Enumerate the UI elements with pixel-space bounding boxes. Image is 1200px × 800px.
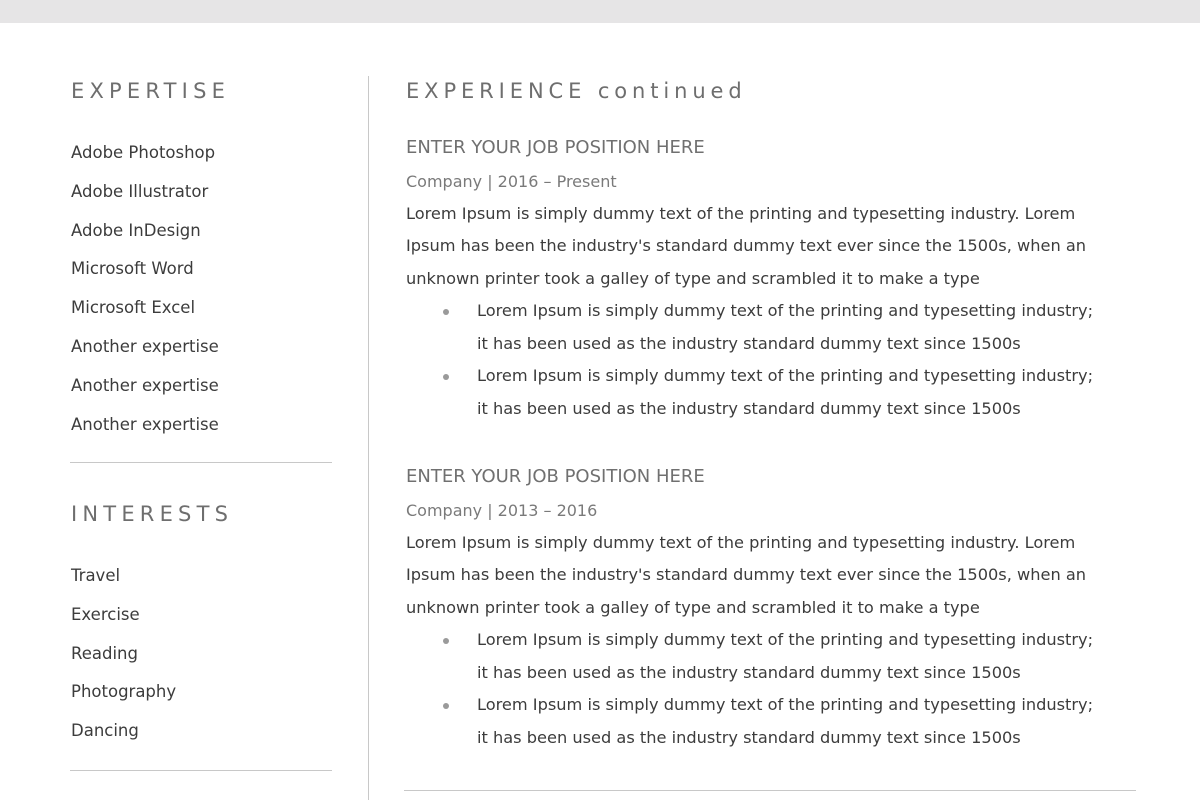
- description-line: Lorem Ipsum is simply dummy text of the printing and typesetting industry. Lorem: [406, 533, 1076, 552]
- description-line: unknown printer took a galley of type and scrambled it to make a type: [406, 597, 980, 617]
- job-company: Company | 2016 – Present: [406, 172, 617, 191]
- experience-section: [406, 78, 1141, 104]
- bullet-line: it has been used as the industry standard dummy text since 1500s: [477, 333, 1021, 353]
- interests-divider: [70, 770, 332, 771]
- expertise-heading: EXPERTISE: [71, 79, 231, 103]
- bullet-line: it has been used as the industry standard dummy text since 1500s: [477, 662, 1021, 682]
- bullet-dot-icon: [443, 638, 449, 644]
- expertise-section: [71, 78, 333, 444]
- page-top-band: [0, 0, 1200, 23]
- bullet-line: Lorem Ipsum is simply dummy text of the printing and typesetting industry;: [477, 366, 1094, 386]
- description-line: Lorem Ipsum is simply dummy text of the printing and typesetting industry. Lorem: [406, 204, 1076, 223]
- bullet-line: it has been used as the industry standard dummy text since 1500s: [477, 399, 1021, 418]
- bullet-dot-icon: [443, 703, 449, 709]
- description-line: unknown printer took a galley of type and scrambled it to make a type: [406, 268, 980, 288]
- expertise-divider: [70, 462, 332, 463]
- bullet-line: Lorem Ipsum is simply dummy text of the printing and typesetting industry;: [477, 630, 1094, 650]
- bullet-item: [406, 360, 1141, 425]
- expertise-list: [71, 134, 333, 444]
- bullet-dot-icon: [443, 374, 449, 380]
- bullet-item: [406, 295, 1141, 360]
- job-description: [406, 527, 1141, 624]
- interest-item: Exercise: [71, 604, 140, 624]
- job-entry: [406, 136, 1141, 426]
- job-entry: [406, 465, 1141, 755]
- description-line: Ipsum has been the industry's standard dummy text ever since the 1500s, when an: [406, 565, 1087, 585]
- job-title: ENTER YOUR JOB POSITION HERE: [406, 137, 705, 158]
- interest-item: Reading: [71, 643, 138, 663]
- bullet-line: it has been used as the industry standard dummy text since 1500s: [477, 728, 1021, 747]
- expertise-item: Microsoft Word: [71, 259, 194, 279]
- interests-list: [71, 557, 333, 751]
- expertise-item: Microsoft Excel: [71, 298, 196, 318]
- bullet-item: [406, 689, 1141, 754]
- job-bullets: [406, 624, 1141, 754]
- expertise-item: Adobe Illustrator: [71, 181, 209, 201]
- expertise-item: Adobe InDesign: [71, 220, 201, 240]
- interests-section: [71, 501, 333, 751]
- bullet-line: Lorem Ipsum is simply dummy text of the printing and typesetting industry;: [477, 695, 1094, 715]
- interest-item: Photography: [71, 682, 177, 702]
- job-bullets: [406, 295, 1141, 425]
- bullet-dot-icon: [443, 309, 449, 315]
- expertise-item: Another expertise: [71, 414, 219, 434]
- expertise-item: Another expertise: [71, 336, 219, 356]
- interest-item: Dancing: [71, 721, 139, 741]
- job-title: ENTER YOUR JOB POSITION HERE: [406, 466, 705, 487]
- experience-heading: EXPERIENCE continued: [406, 79, 747, 103]
- description-line: Ipsum has been the industry's standard dummy text ever since the 1500s, when an: [406, 236, 1087, 256]
- expertise-item: Adobe Photoshop: [71, 143, 216, 162]
- job-description: [406, 198, 1141, 295]
- bullet-item: [406, 624, 1141, 689]
- interests-heading: INTERESTS: [71, 502, 234, 526]
- experience-divider: [404, 790, 1136, 791]
- job-company: Company | 2013 – 2016: [406, 501, 598, 520]
- bullet-line: Lorem Ipsum is simply dummy text of the printing and typesetting industry;: [477, 301, 1094, 321]
- interest-item: Travel: [71, 566, 121, 585]
- expertise-item: Another expertise: [71, 375, 219, 395]
- column-divider: [368, 76, 369, 800]
